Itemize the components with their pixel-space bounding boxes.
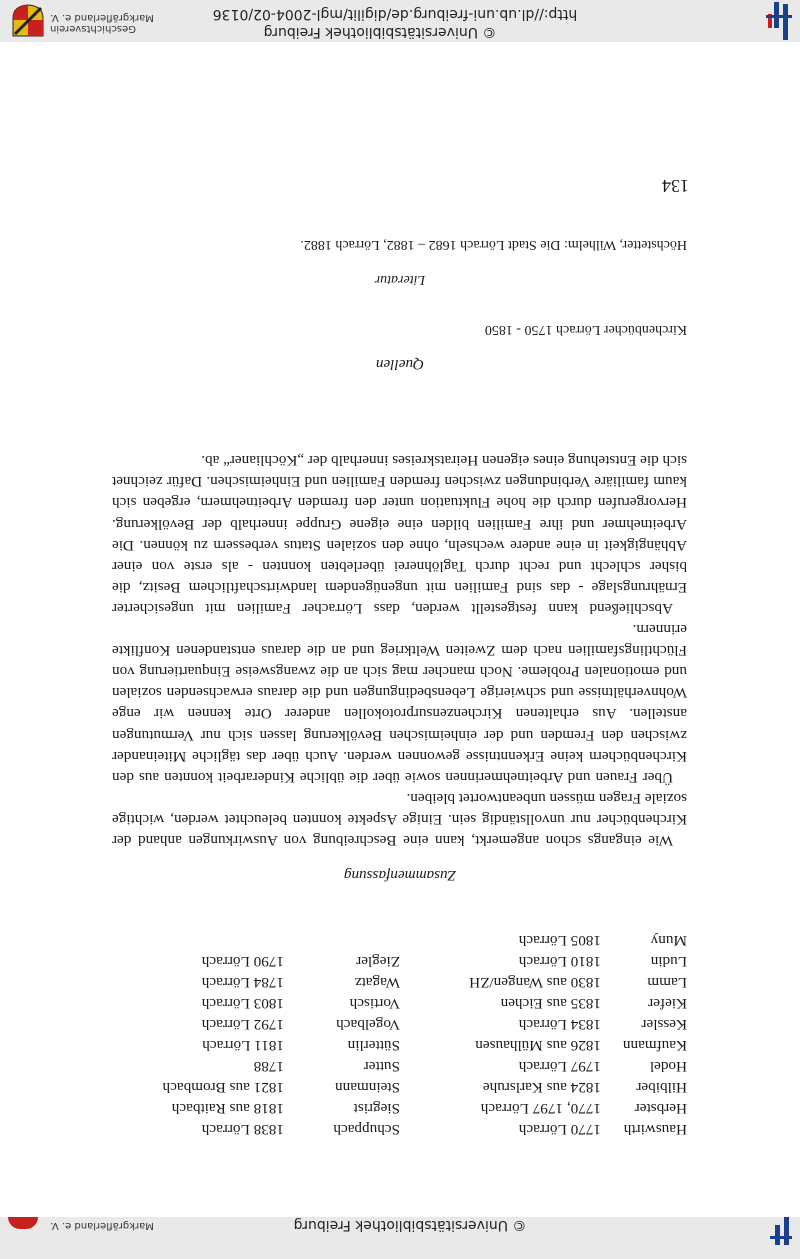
header-copyright-text: © Universitätsbibliothek Freiburg xyxy=(293,1217,527,1233)
table-cell-entry: 1826 aus Mülhausen xyxy=(475,1037,601,1054)
table-cell-name: Kessler xyxy=(641,1016,687,1033)
page-number: 134 xyxy=(662,176,689,196)
table-cell-entry: 1784 Lörrach xyxy=(201,974,284,991)
table-cell-name: Vortisch xyxy=(349,995,400,1012)
table-cell-entry: 1790 Lörrach xyxy=(201,953,284,970)
table-cell-name: Kiefer xyxy=(648,995,687,1012)
table-cell-name: Vogelbach xyxy=(336,1016,400,1033)
source-url-link[interactable]: http://dl.ub.uni-freiburg.de/digilit/mgl-2004-02/0136 xyxy=(212,6,578,22)
table-cell-entry: 1811 Lörrach xyxy=(202,1037,284,1054)
table-cell-name: Hilbiber xyxy=(636,1079,687,1096)
table-cell-name: Lamm xyxy=(647,974,687,991)
table-cell-name: Wagatz xyxy=(354,974,400,991)
table-cell-entry: 1821 aus Brombach xyxy=(162,1079,284,1096)
table-cell-entry: 1770 Lörrach xyxy=(518,1121,601,1138)
footer-bar xyxy=(0,0,800,42)
library-logo-icon xyxy=(766,0,792,40)
table-cell-entry: 1834 Lörrach xyxy=(518,1016,601,1033)
table-cell-entry: 1788 xyxy=(253,1058,284,1075)
header-society-logo-icon xyxy=(8,1217,38,1229)
header-society-text: Markgräflerland e. V. xyxy=(50,1220,154,1231)
table-cell-entry: 1810 Lörrach xyxy=(518,953,601,970)
summary-paragraph-1: Wie eingangs schon angemerkt, kann eine Beschreibung von Auswirkungen anhand der Kirchenbücher nur unvollständig sein. Einige Aspekte konnten beleuchtet werden, wichtige soziale Fragen müssen unbeantwortet bleiben. xyxy=(112,789,687,849)
table-cell-name: Ludin xyxy=(650,953,687,970)
table-cell-name: Schuppach xyxy=(333,1121,400,1138)
copyright-text: © Universitätsbibliothek Freiburg xyxy=(263,24,497,40)
table-cell-name: Siegrist xyxy=(353,1100,400,1117)
header-library-logo-icon xyxy=(770,1217,792,1245)
header-bar-fragment xyxy=(0,1217,800,1259)
summary-heading: Zusammenfassung xyxy=(343,867,457,884)
table-cell-entry: 1797 Lörrach xyxy=(518,1058,601,1075)
table-cell-name: Sütterlin xyxy=(347,1037,400,1054)
table-cell-entry: 1770, 1797 Lörrach xyxy=(480,1100,601,1117)
summary-paragraph-2: Über Frauen und Arbeitnehmerinnen sowie über die übliche Kinderarbeit konnten aus den Kirchenbüchern keine Erkenntnisse gewonnen werden. Auch über das tägliche Miteinander zwischen den Fremden und der einheimischen Bevölkerung lassen sich nur Vermutungen anstellen. Aus erhaltenen Kirchenzensurprotokollen anderer Orte kennen wir enge Wohnverhältnisse und schwierige Lebensbedingungen und die daraus erwachsenden sozialen und emotionalen Probleme. Noch mancher mag sich an die zwangsweise Einquartierung von Flüchtlingsfamilien nach dem Zweiten Weltkrieg und an die daraus entstandenen Konflikte erinnern. xyxy=(112,621,687,786)
table-cell-entry: 1824 aus Karlsruhe xyxy=(482,1079,601,1096)
table-cell-entry: 1835 aus Eichen xyxy=(500,995,601,1012)
sources-heading: Quellen xyxy=(375,356,425,373)
summary-paragraph-3: Abschließend kann festgestellt werden, dass Lörracher Familien mit ungesicherter Ernährungslage - das sind Familien mit ungenügendem landwirtschaftlichem Besitz, die bisher schlecht und recht durch Taglöhnerei überlebten konnten - als erste von einer Abhängigkeit in eine andere wechseln, ohne den sozialen Status verbessern zu können. Die Arbeitnehmer und ihre Familien bilden eine eigene Gruppe innerhalb der Bevölkerung. Hervorgerufen durch die hohe Fluktuation unter den fremden Arbeitnehmern, ergeben sich kaum familiäre Verbindungen zwischen fremden Familien und Einheimischen. Dafür zeichnet sich die Entstehung eines eigenen Heiratskreises innerhalb der „Köchlianer“ ab. xyxy=(112,452,687,617)
table-cell-name: Ziegler xyxy=(356,953,400,970)
table-cell-name: Sutter xyxy=(363,1058,400,1075)
table-cell-name: Hodel xyxy=(649,1058,687,1075)
table-cell-entry: 1838 Lörrach xyxy=(201,1121,284,1138)
summary-text xyxy=(112,450,687,851)
table-cell-entry: 1803 Lörrach xyxy=(201,995,284,1012)
society-name-line1: Geschichtsverein xyxy=(50,23,136,34)
table-cell-entry: 1818 aus Raitbach xyxy=(171,1100,284,1117)
society-name-line2: Markgräflerland e. V. xyxy=(50,12,154,23)
sources-item: Kirchenbücher Lörrach 1750 - 1850 xyxy=(484,322,687,337)
table-cell-name: Herbster xyxy=(634,1100,687,1117)
table-cell-entry: 1805 Lörrach xyxy=(518,932,601,949)
literature-item: Höchstetter, Wilhelm: Die Stadt Lörrach 1682 – 1882, Lörrach 1882. xyxy=(300,237,687,252)
table-cell-entry: 1792 Lörrach xyxy=(201,1016,284,1033)
society-logo-icon xyxy=(17,4,45,38)
table-cell-entry: 1830 aus Wangen/ZH xyxy=(469,974,601,991)
table-cell-name: Steinmann xyxy=(335,1079,400,1096)
table-cell-name: Muny xyxy=(650,932,687,949)
literature-heading: Literatur xyxy=(374,272,426,287)
table-cell-name: Hauswirth xyxy=(623,1121,687,1138)
table-cell-name: Kaufmann xyxy=(622,1037,687,1054)
